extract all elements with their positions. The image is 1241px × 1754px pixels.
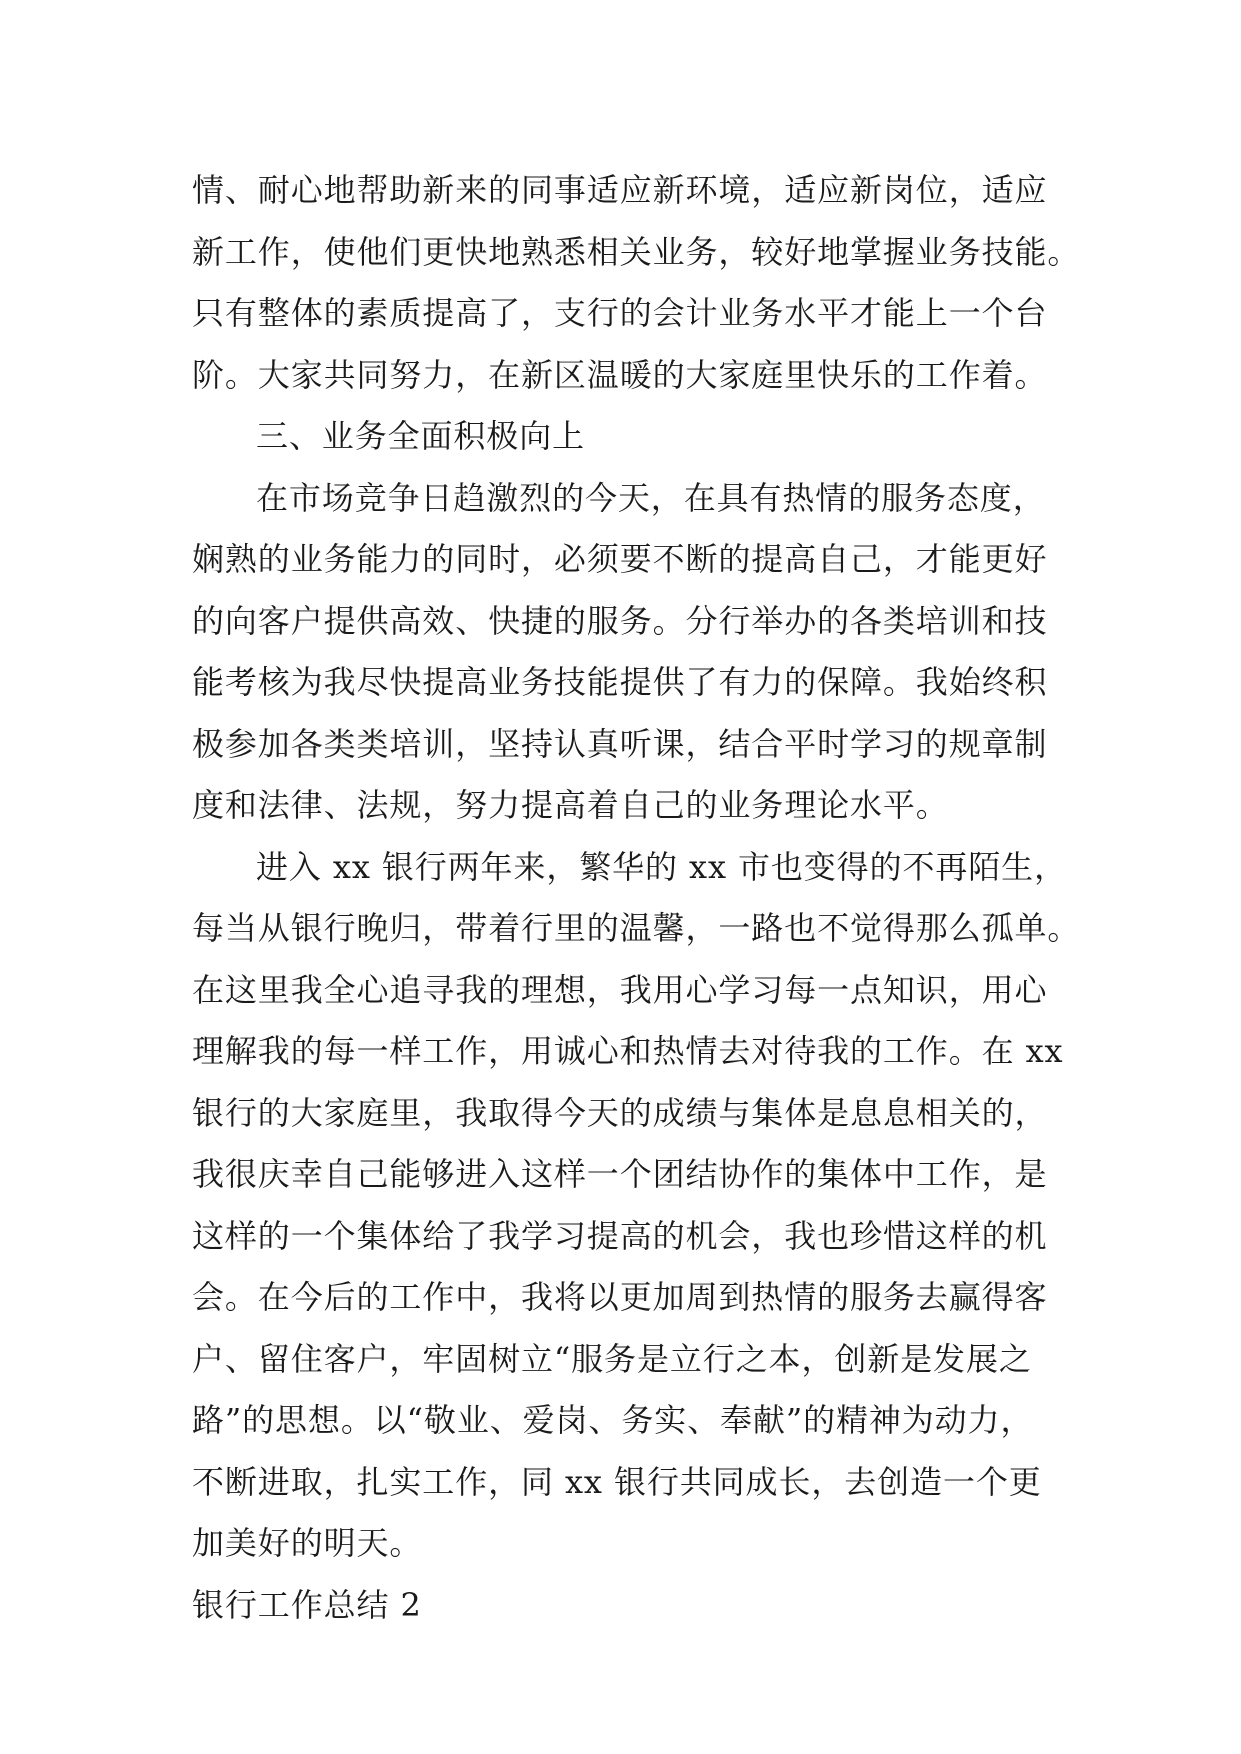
text-line: 理解我的每一样工作，用诚心和热情去对待我的工作。在 xx <box>192 1032 1064 1070</box>
text-line: 娴熟的业务能力的同时，必须要不断的提高自己，才能更好 <box>192 540 1048 578</box>
text-line: 极参加各类类培训，坚持认真听课，结合平时学习的规章制 <box>192 724 1048 763</box>
document-body <box>192 160 1081 1636</box>
text-line: 阶。大家共同努力，在新区温暖的大家庭里快乐的工作着。 <box>192 355 1048 394</box>
text-line: 银行的大家庭里，我取得今天的成绩与集体是息息相关的， <box>192 1093 1048 1132</box>
text-line: 只有整体的素质提高了，支行的会计业务水平才能上一个台 <box>192 294 1048 332</box>
text-line: 的向客户提供高效、快捷的服务。分行举办的各类培训和技 <box>192 601 1048 640</box>
text-line: 情、耐心地帮助新来的同事适应新环境，适应新岗位，适应 <box>192 171 1048 209</box>
text-line: 能考核为我尽快提高业务技能提供了有力的保障。我始终积 <box>192 663 1048 701</box>
text-line: 这样的一个集体给了我学习提高的机会，我也珍惜这样的机 <box>192 1216 1048 1255</box>
section-title: 银行工作总结 2 <box>192 1585 422 1624</box>
text-line: 会。在今后的工作中，我将以更加周到热情的服务去赢得客 <box>192 1278 1048 1316</box>
text-line: 我很庆幸自己能够进入这样一个团结协作的集体中工作，是 <box>192 1155 1048 1193</box>
text-line: 新工作，使他们更快地熟悉相关业务，较好地掌握业务技能。 <box>192 232 1081 271</box>
text-line: 户、留住客户，牢固树立“服务是立行之本，创新是发展之 <box>192 1339 1032 1378</box>
paragraph-start-line: 进入 xx 银行两年来，繁华的 xx 市也变得的不再陌生， <box>256 847 1067 886</box>
text-line: 在这里我全心追寻我的理想，我用心学习每一点知识，用心 <box>192 970 1048 1009</box>
section-heading: 三、业务全面积极向上 <box>256 417 586 455</box>
paragraph-start-line: 在市场竞争日趋激烈的今天，在具有热情的服务态度， <box>256 478 1046 517</box>
text-line: 路”的思想。以“敬业、爱岗、务实、奉献”的精神为动力， <box>192 1401 1034 1439</box>
text-line: 加美好的明天。 <box>192 1524 423 1562</box>
text-line: 每当从银行晚归，带着行里的温馨，一路也不觉得那么孤单。 <box>192 909 1081 947</box>
text-line: 度和法律、法规，努力提高着自己的业务理论水平。 <box>192 786 949 824</box>
text-line: 不断进取，扎实工作，同 xx 银行共同成长，去创造一个更 <box>192 1462 1042 1501</box>
